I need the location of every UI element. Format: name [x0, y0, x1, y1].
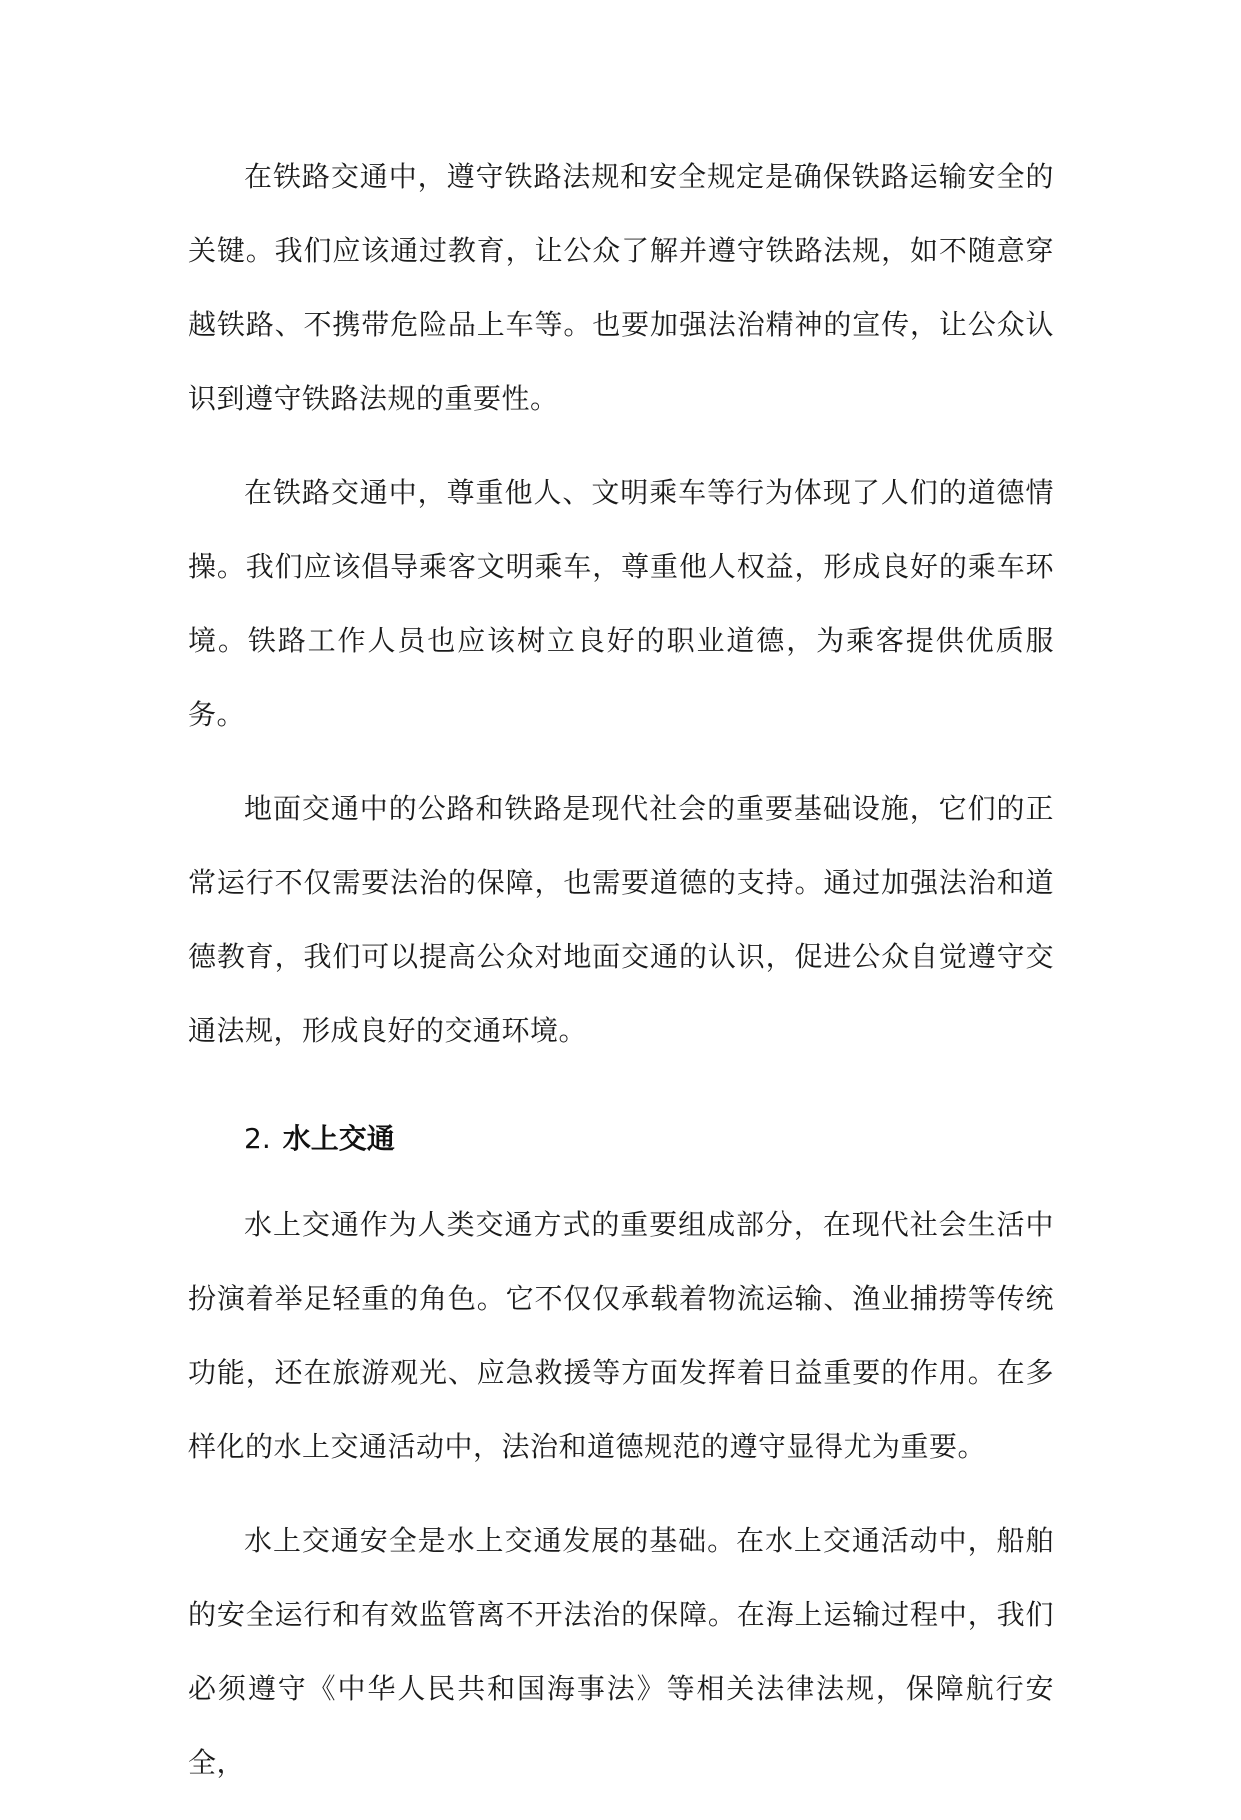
section-number: 2.: [244, 1122, 271, 1155]
paragraph-ground-traffic-summary: 地面交通中的公路和铁路是现代社会的重要基础设施，它们的正常运行不仅需要法治的保障，也需要道德的支持。通过加强法治和道德教育，我们可以提高公众对地面交通的认识，促进公众自觉遵守交通法规，形成良好的交通环境。: [188, 792, 1054, 1047]
paragraph-water-traffic-intro: 水上交通作为人类交通方式的重要组成部分，在现代社会生活中扮演着举足轻重的角色。它不仅仅承载着物流运输、渔业捕捞等传统功能，还在旅游观光、应急救援等方面发挥着日益重要的作用。在多样化的水上交通活动中，法治和道德规范的遵守显得尤为重要。: [188, 1208, 1054, 1463]
paragraph-railway-regulations: 在铁路交通中，遵守铁路法规和安全规定是确保铁路运输安全的关键。我们应该通过教育，让公众了解并遵守铁路法规，如不随意穿越铁路、不携带危险品上车等。也要加强法治精神的宣传，让公众认识到遵守铁路法规的重要性。: [188, 160, 1054, 415]
section-heading: [188, 1102, 1054, 1176]
document-body: [188, 140, 1054, 1820]
paragraph-railway-ethics: 在铁路交通中，尊重他人、文明乘车等行为体现了人们的道德情操。我们应该倡导乘客文明乘车，尊重他人权益，形成良好的乘车环境。铁路工作人员也应该树立良好的职业道德，为乘客提供优质服务。: [188, 476, 1054, 731]
paragraph-water-traffic-safety: 水上交通安全是水上交通发展的基础。在水上交通活动中，船舶的安全运行和有效监管离不开法治的保障。在海上运输过程中，我们必须遵守《中华人民共和国海事法》等相关法律法规，保障航行安全，: [188, 1524, 1054, 1779]
section-title: 水上交通: [282, 1122, 395, 1155]
